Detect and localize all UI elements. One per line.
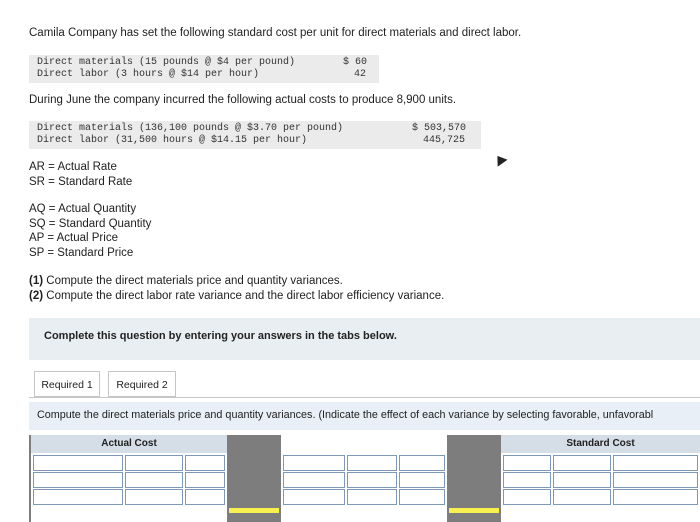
- questions: [29, 274, 444, 303]
- input-cell[interactable]: [185, 472, 225, 488]
- input-cell[interactable]: [185, 489, 225, 505]
- question-2-number: (2): [29, 289, 44, 302]
- definition-sr: SR = Standard Rate: [29, 175, 133, 188]
- standard-dl-desc: Direct labor (3 hours @ $14 per hour): [37, 69, 260, 80]
- input-cell[interactable]: [347, 472, 397, 488]
- input-cell[interactable]: [553, 455, 611, 471]
- standard-cost-header: Standard Cost: [501, 435, 700, 453]
- question-1-text: Compute the direct materials price and quantity variances.: [43, 275, 343, 287]
- question-1: [29, 274, 444, 289]
- input-cell[interactable]: [613, 489, 698, 505]
- input-cell[interactable]: [503, 489, 551, 505]
- input-cell[interactable]: [553, 489, 611, 505]
- definition-sp: SP = Standard Price: [29, 246, 134, 259]
- tab-divider: [29, 397, 700, 398]
- definition-sq: SQ = Standard Quantity: [29, 217, 152, 230]
- actual-dm-amount: $ 503,570: [412, 123, 467, 134]
- input-cell[interactable]: [125, 472, 183, 488]
- actual-dm-desc: Direct materials (136,100 pounds @ $3.70 per pound): [37, 123, 344, 134]
- question-2-text: Compute the direct labor rate variance and the direct labor efficiency variance.: [43, 289, 445, 302]
- tab-required-2[interactable]: Required 2: [108, 371, 176, 397]
- standard-dl-amount: 42: [354, 69, 367, 80]
- definition-ap: AP = Actual Price: [29, 232, 118, 244]
- quantity-price-definitions: [29, 202, 151, 260]
- actual-intro-text: During June the company incurred the following actual costs to produce 8,900 units.: [29, 94, 457, 106]
- question-2: [29, 289, 444, 304]
- question-1-number: (1): [29, 275, 44, 287]
- instruction-bar: [29, 402, 700, 430]
- input-cell[interactable]: [33, 455, 123, 471]
- actual-dl-desc: Direct labor (31,500 hours @ $14.15 per hour): [37, 135, 308, 146]
- standard-dm-amount: $ 60: [343, 57, 368, 68]
- actual-dl-amount: 445,725: [423, 135, 466, 146]
- input-cell[interactable]: [613, 472, 698, 488]
- input-cell[interactable]: [125, 455, 183, 471]
- input-cell[interactable]: [503, 472, 551, 488]
- input-cell[interactable]: [347, 455, 397, 471]
- variance-table: [29, 435, 700, 522]
- standard-dm-desc: Direct materials (15 pounds @ $4 per pound): [37, 57, 296, 68]
- input-cell[interactable]: [503, 455, 551, 471]
- input-cell[interactable]: [185, 455, 225, 471]
- input-cell[interactable]: [399, 472, 445, 488]
- instructions-banner: [29, 318, 700, 360]
- banner-text: Complete this question by entering your answers in the tabs below.: [44, 330, 397, 342]
- actual-cost-header: Actual Cost: [31, 435, 227, 453]
- input-cell[interactable]: [283, 455, 345, 471]
- input-cell[interactable]: [347, 489, 397, 505]
- input-cell[interactable]: [613, 455, 698, 471]
- input-cell[interactable]: [283, 472, 345, 488]
- input-cell[interactable]: [125, 489, 183, 505]
- input-cell[interactable]: [33, 472, 123, 488]
- highlight-bar: [449, 508, 499, 513]
- intro-text: Camila Company has set the following standard cost per unit for direct materials and direct labor.: [29, 27, 522, 39]
- input-cell[interactable]: [553, 472, 611, 488]
- input-cell[interactable]: [283, 489, 345, 505]
- highlight-bar: [229, 508, 279, 513]
- input-cell[interactable]: [399, 455, 445, 471]
- definition-ar: AR = Actual Rate: [29, 161, 117, 173]
- rate-definitions: [29, 160, 132, 189]
- input-cell[interactable]: [33, 489, 123, 505]
- tab-required-1[interactable]: Required 1: [34, 371, 100, 397]
- mouse-cursor-icon: [493, 152, 508, 166]
- instruction-text: Compute the direct materials price and quantity variances. (Indicate the effect of each variance by selecting favorable, unfavorabl: [37, 409, 654, 421]
- input-cell[interactable]: [399, 489, 445, 505]
- definition-aq: AQ = Actual Quantity: [29, 203, 137, 215]
